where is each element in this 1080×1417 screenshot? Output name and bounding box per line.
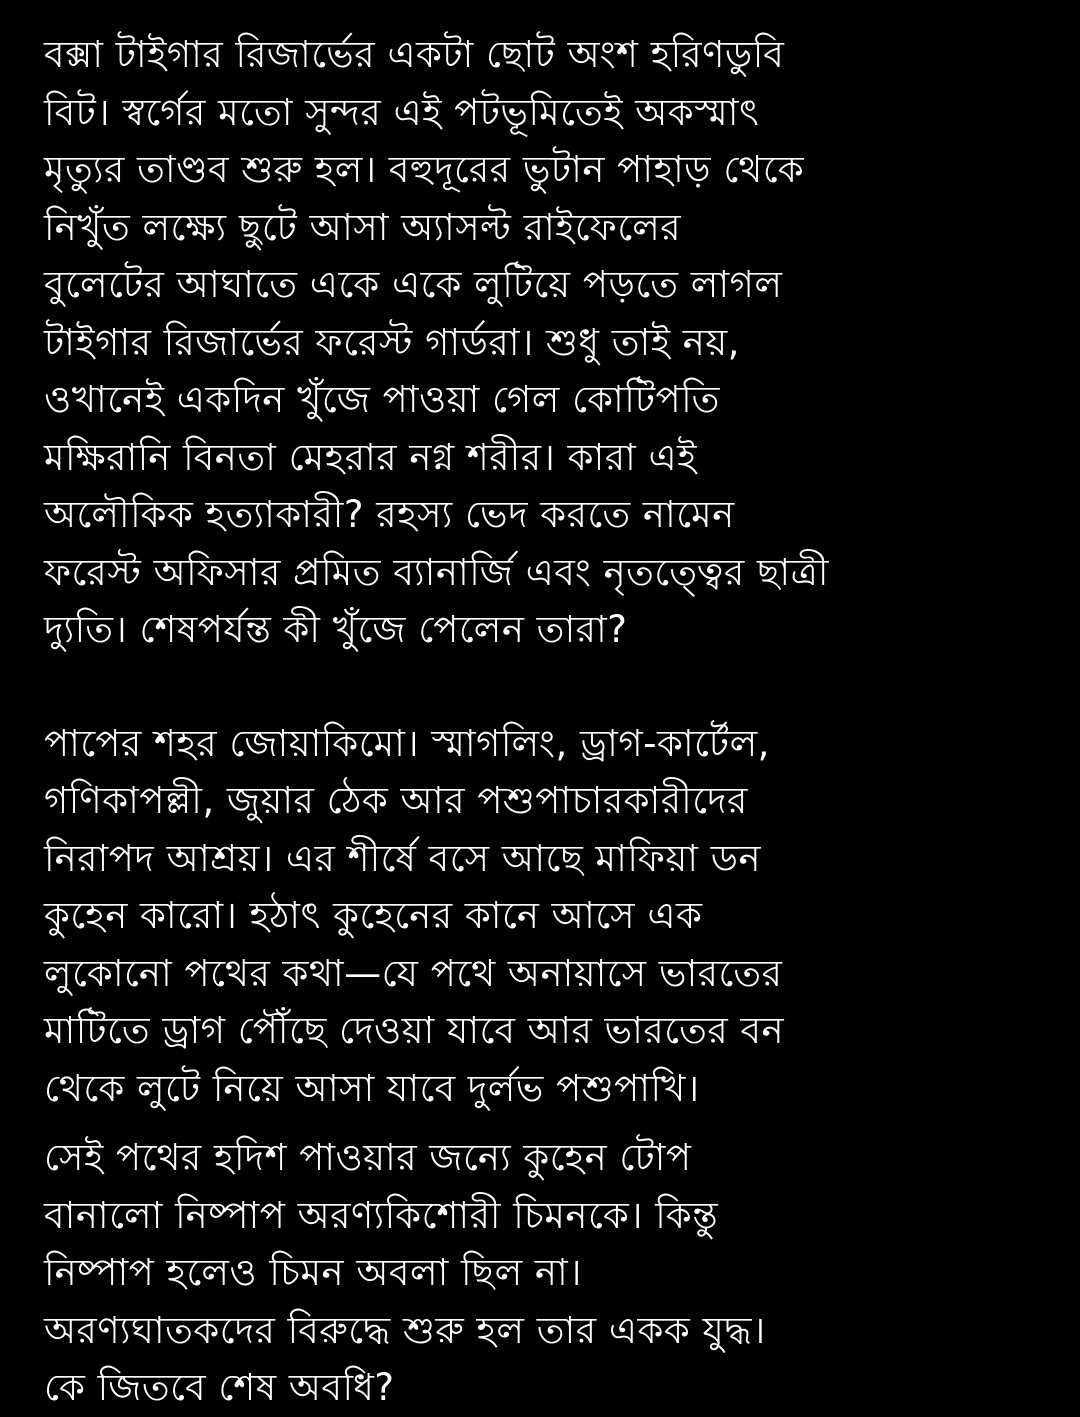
paragraph-3 [44,1129,1040,1417]
paragraph-gap [44,659,1040,715]
text-line: টাইগার রিজার্ভের ফরেস্ট গার্ডরা। শুধু তাই নয়, [44,320,740,364]
text-line: কুহেন কারো। হঠাৎ কুহেনের কানে আসে এক [44,894,703,937]
text-line: লুকোনো পথের কথা—যে পথে অনায়াসে ভারতের [44,951,783,995]
text-line: ফরেস্ট অফিসার প্রমিত ব্যানার্জি এবং নৃতত্ত্বের ছাত্রী [44,550,829,594]
text-line: মৃত্যুর তাণ্ডব শুরু হল। বহুদূরের ভুটান পাহাড় থেকে [44,148,805,191]
text-line: অরণ্যঘাতকদের বিরুদ্ধে শুরু হল তার একক যুদ্ধ। [44,1308,766,1352]
text-line: অলৌকিক হত্যাকারী? রহস্য ভেদ করতে নামেন [44,493,735,536]
text-line: ওখানেই একদিন খুঁজে পাওয়া গেল কোটিপতি [44,378,720,421]
blurb-text-page [44,26,1040,1417]
text-line: বুলেটের আঘাতে একে একে লুটিয়ে পড়তে লাগল [44,263,783,306]
text-line: বানালো নিষ্পাপ অরণ্যকিশোরী চিমনকে। কিন্তু [44,1193,719,1237]
text-line: বক্সা টাইগার রিজার্ভের একটা ছোট অংশ হরিণডুবি [44,33,785,76]
text-line: মাটিতে ড্রাগ পৌঁছে দেওয়া যাবে আর ভারতের বন [44,1009,785,1052]
text-line: বিট। স্বর্গের মতো সুন্দর এই পটভূমিতেই অকস্মাৎ [44,90,760,134]
text-line: গণিকাপল্লী, জুয়ার ঠেক আর পশুপাচারকারীদের [44,779,748,822]
text-line: দ্যুতি। শেষপর্যন্ত কী খুঁজে পেলেন তারা? [44,608,628,651]
paragraph-1 [44,26,1040,659]
text-line: পাপের শহর জোয়াকিমো। স্মাগলিং, ড্রাগ-কার্টেল, [44,721,770,765]
paragraph-gap [44,1117,1040,1129]
text-line: মক্ষিরানি বিনতা মেহরার নগ্ন শরীর। কারা এই [44,435,697,479]
text-line: সেই পথের হদিশ পাওয়ার জন্যে কুহেন টোপ [44,1136,692,1179]
text-line: নিরাপদ আশ্রয়। এর শীর্ষে বসে আছে মাফিয়া ডন [44,836,762,880]
text-line: থেকে লুটে নিয়ে আসা যাবে দুর্লভ পশুপাখি। [44,1066,700,1110]
paragraph-2 [44,715,1040,1118]
text-line: নিষ্পাপ হলেও চিমন অবলা ছিল না। [44,1251,582,1294]
text-line: কে জিতবে শেষ অবধি? [44,1366,395,1409]
text-line: নিখুঁত লক্ষ্যে ছুটে আসা অ্যাসল্ট রাইফেলের [44,205,682,249]
